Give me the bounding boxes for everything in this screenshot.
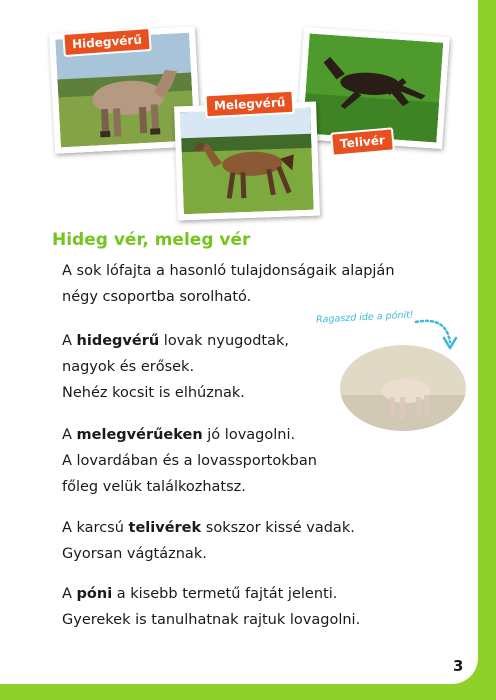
pony-pre: A: [62, 586, 77, 602]
pony-post: a kisebb termetű fajtát jelenti.: [112, 586, 338, 602]
thoroughbred-pre: A karcsú: [62, 520, 129, 536]
sticker-hint-text: Ragaszd ide a pónit!: [315, 309, 414, 326]
thoroughbred-post: sokszor kissé vadak.: [201, 520, 355, 536]
pony-paragraph: [62, 581, 360, 633]
cold-blood-label: Hidegvérű: [62, 27, 151, 57]
warm-blood-pre: A: [62, 427, 77, 443]
warm-blood-line-2: A lovardában és a lovassportokban: [62, 453, 317, 469]
pony-line-1: [62, 581, 360, 607]
cold-blood-paragraph: [62, 328, 289, 406]
thoroughbred-paragraph: [62, 515, 355, 567]
pony-line-2: Gyerekek is tanulhatnak rajtuk lovagolni.: [62, 612, 361, 628]
warm-blood-post: jó lovagolni.: [202, 427, 296, 443]
cold-blood-post: lovak nyugodtak,: [159, 333, 289, 349]
warm-blood-line-1: [62, 422, 317, 448]
thoroughbred-term: telivérek: [128, 520, 202, 536]
cold-blood-pre: A: [62, 333, 77, 349]
thoroughbred-label: Telivér: [330, 127, 395, 156]
intro-line-2: négy csoportba sorolható.: [62, 289, 252, 305]
cold-blood-line-2: nagyok és erősek.: [62, 359, 195, 375]
cold-blood-line-3: Nehéz kocsit is elhúznak.: [62, 385, 245, 401]
pony-sticker-placeholder[interactable]: [340, 345, 466, 431]
pony-term: póni: [76, 586, 113, 602]
warm-blood-term: melegvérűeken: [76, 427, 203, 443]
thoroughbred-line-1: [62, 515, 355, 541]
intro-line-1: A sok lófajta a hasonló tulajdonságaik alapján: [62, 263, 395, 279]
warm-blood-label: Melegvérű: [204, 90, 294, 119]
section-heading: Hideg vér, meleg vér: [52, 230, 251, 250]
warm-blood-line-3: főleg velük találkozhatsz.: [62, 479, 246, 495]
warm-blood-paragraph: [62, 422, 317, 500]
intro-paragraph: [62, 258, 395, 310]
warm-blood-horse-photo: [174, 102, 320, 221]
page-number: 3: [453, 657, 464, 675]
cold-blood-line-1: [62, 328, 289, 354]
cold-blood-term: hidegvérű: [76, 333, 160, 349]
thoroughbred-line-2: Gyorsan vágtáznak.: [62, 546, 207, 562]
